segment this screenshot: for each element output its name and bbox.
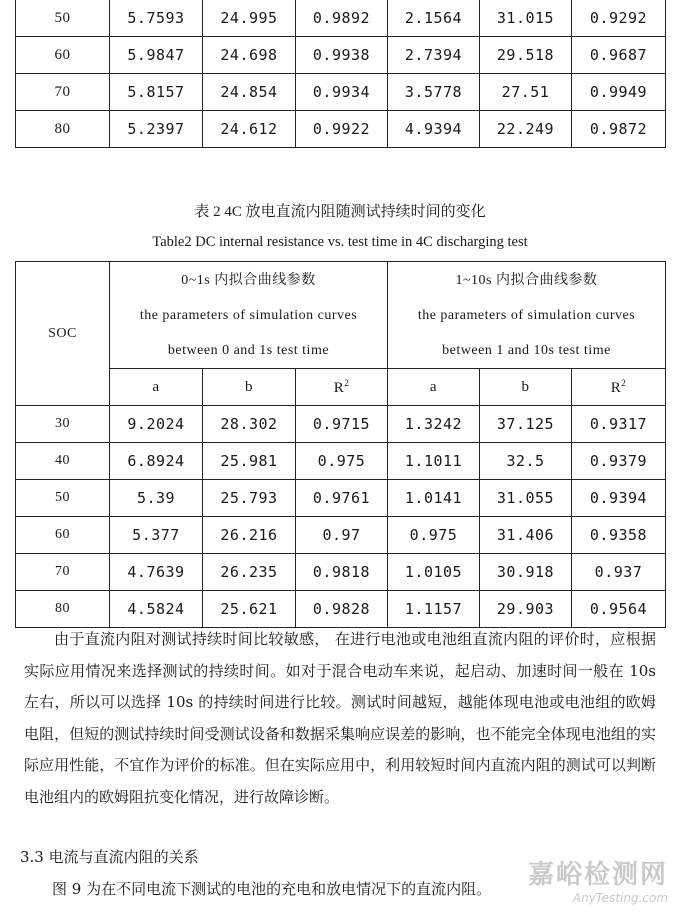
value-cell: 0.9687 — [572, 37, 666, 74]
value-cell: 5.7593 — [110, 0, 203, 37]
table-2-caption-en: Table2 DC internal resistance vs. test time in 4C discharging test — [152, 234, 528, 250]
r-symbol: R — [610, 379, 622, 396]
col-a-1: a — [110, 369, 203, 406]
value-cell: 5.39 — [110, 480, 203, 517]
table-2-body — [16, 406, 666, 628]
group1-line-3: between 0 and 1s test time — [167, 342, 330, 358]
value-cell: 37.125 — [480, 406, 572, 443]
value-cell: 29.903 — [480, 591, 572, 628]
r-superscript: 2 — [344, 377, 350, 388]
value-cell: 5.9847 — [110, 37, 203, 74]
watermark-en: AnyTesting.com — [572, 891, 668, 905]
value-cell: 31.015 — [480, 0, 572, 37]
col-b-2: b — [480, 369, 572, 406]
table-row — [16, 517, 666, 554]
soc-cell: 50 — [16, 0, 110, 37]
table-row — [16, 0, 666, 37]
table-2 — [15, 261, 666, 628]
value-cell: 5.377 — [110, 517, 203, 554]
soc-cell: 80 — [16, 591, 110, 628]
value-cell: 26.235 — [203, 554, 296, 591]
value-cell: 29.518 — [480, 37, 572, 74]
group2-line-3: between 1 and 10s test time — [442, 342, 611, 358]
value-cell: 1.1011 — [388, 443, 480, 480]
soc-cell: 70 — [16, 554, 110, 591]
value-cell: 0.9934 — [296, 74, 388, 111]
table-row — [16, 480, 666, 517]
value-cell: 5.2397 — [110, 111, 203, 148]
group2-line-1: 1~10s 内拟合曲线参数 — [455, 272, 598, 288]
value-cell: 28.302 — [203, 406, 296, 443]
value-cell: 0.9292 — [572, 0, 666, 37]
value-cell: 25.793 — [203, 480, 296, 517]
soc-cell: 40 — [16, 443, 110, 480]
group1-line-1: 0~1s 内拟合曲线参数 — [181, 272, 316, 288]
group2-line-2: the parameters of simulation curves — [417, 307, 636, 323]
value-cell: 0.9938 — [296, 37, 388, 74]
value-cell: 0.9892 — [296, 0, 388, 37]
soc-cell: 60 — [16, 517, 110, 554]
body-paragraph-2: 图 9 为在不同电流下测试的电池的充电和放电情况下的直流内阻。 — [52, 880, 492, 898]
value-cell: 0.9715 — [296, 406, 388, 443]
value-cell: 4.9394 — [388, 111, 480, 148]
group1-line-2: the parameters of simulation curves — [139, 307, 358, 323]
value-cell: 0.9358 — [572, 517, 666, 554]
table-row — [16, 37, 666, 74]
value-cell: 30.918 — [480, 554, 572, 591]
value-cell: 0.9379 — [572, 443, 666, 480]
value-cell: 0.9922 — [296, 111, 388, 148]
soc-cell: 60 — [16, 37, 110, 74]
value-cell: 27.51 — [480, 74, 572, 111]
value-cell: 0.97 — [296, 517, 388, 554]
watermark-cn: 嘉峪检测网 — [527, 860, 668, 890]
value-cell: 24.854 — [203, 74, 296, 111]
table-row — [16, 74, 666, 111]
value-cell: 1.1157 — [388, 591, 480, 628]
r-symbol: R — [333, 379, 345, 396]
value-cell: 1.0141 — [388, 480, 480, 517]
r-superscript: 2 — [621, 377, 627, 388]
value-cell: 25.621 — [203, 591, 296, 628]
table-row — [16, 406, 666, 443]
value-cell: 24.698 — [203, 37, 296, 74]
table-row — [16, 111, 666, 148]
value-cell: 1.3242 — [388, 406, 480, 443]
watermark — [528, 854, 668, 905]
value-cell: 24.612 — [203, 111, 296, 148]
value-cell: 25.981 — [203, 443, 296, 480]
value-cell: 4.7639 — [110, 554, 203, 591]
table-1-continued — [15, 0, 666, 148]
section-heading: 3.3 电流与直流内阻的关系 — [20, 848, 199, 866]
soc-cell: 30 — [16, 406, 110, 443]
value-cell: 24.995 — [203, 0, 296, 37]
col-r2-2 — [572, 369, 666, 406]
value-cell: 31.406 — [480, 517, 572, 554]
group-header-1-10s — [388, 262, 666, 369]
table-row — [16, 591, 666, 628]
value-cell: 31.055 — [480, 480, 572, 517]
value-cell: 1.0105 — [388, 554, 480, 591]
value-cell: 0.975 — [388, 517, 480, 554]
value-cell: 6.8924 — [110, 443, 203, 480]
value-cell: 22.249 — [480, 111, 572, 148]
col-a-2: a — [388, 369, 480, 406]
value-cell: 0.9828 — [296, 591, 388, 628]
value-cell: 32.5 — [480, 443, 572, 480]
value-cell: 0.9818 — [296, 554, 388, 591]
value-cell: 0.937 — [572, 554, 666, 591]
value-cell: 5.8157 — [110, 74, 203, 111]
value-cell: 0.9317 — [572, 406, 666, 443]
soc-cell: 70 — [16, 74, 110, 111]
table-2-caption-cn: 表 2 4C 放电直流内阻随测试持续时间的变化 — [194, 204, 486, 220]
value-cell: 2.7394 — [388, 37, 480, 74]
value-cell: 0.9761 — [296, 480, 388, 517]
col-r2-1 — [296, 369, 388, 406]
soc-cell: 50 — [16, 480, 110, 517]
table-row — [16, 554, 666, 591]
value-cell: 0.9872 — [572, 111, 666, 148]
soc-header: SOC — [16, 262, 110, 406]
value-cell: 9.2024 — [110, 406, 203, 443]
soc-cell: 80 — [16, 111, 110, 148]
value-cell: 26.216 — [203, 517, 296, 554]
value-cell: 3.5778 — [388, 74, 480, 111]
body-paragraph-1: 由于直流内阻对测试持续时间比较敏感， 在进行电池或电池组直流内阻的评价时，应根据实际应用情况来选择测试的持续时间。如对于混合电动车来说，起启动、加速时间一般在 10s 左右，所以可以选择 10s 的持续时间进行比较。测试时间越短，越能体现电池或电池组的欧姆电阻，但短的测试持续时间受测试设备和数据采集响应误差的影响，也不能完全体现电池组的实际应用性能，不宜作为评价的标准。但在实际应用中，利用较短时间内直流内阻的测试可以判断电池组内的欧姆阻抗变化情况，进行故障诊断。 — [24, 630, 656, 806]
table-1-body — [16, 0, 666, 148]
value-cell: 0.9949 — [572, 74, 666, 111]
value-cell: 4.5824 — [110, 591, 203, 628]
table-row — [16, 443, 666, 480]
group-header-0-1s — [110, 262, 388, 369]
value-cell: 0.9394 — [572, 480, 666, 517]
value-cell: 0.975 — [296, 443, 388, 480]
value-cell: 0.9564 — [572, 591, 666, 628]
col-b-1: b — [203, 369, 296, 406]
value-cell: 2.1564 — [388, 0, 480, 37]
